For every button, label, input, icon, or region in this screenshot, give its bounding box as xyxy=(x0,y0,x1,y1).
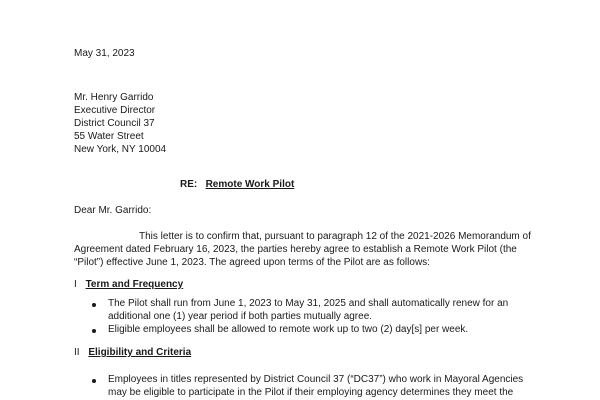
recipient-organization: District Council 37 xyxy=(74,118,155,129)
bullet-icon xyxy=(92,303,96,307)
section-heading xyxy=(74,347,191,359)
section-title: Eligibility and Criteria xyxy=(88,347,192,358)
recipient-title: Executive Director xyxy=(74,105,156,116)
subject-line xyxy=(180,179,294,191)
subject-title: Remote Work Pilot xyxy=(205,179,295,190)
recipient-city: New York, NY 10004 xyxy=(74,144,167,155)
bullet-line: Eligible employees shall be allowed to remote work up to two (2) day[s] per week. xyxy=(108,324,469,335)
recipient-name: Mr. Henry Garrido xyxy=(74,92,154,103)
letter-date: May 31, 2023 xyxy=(74,48,135,59)
bullet-line: additional one (1) year period if both parties mutually agree. xyxy=(108,311,373,322)
bullet-line: Employees in titles represented by District Council 37 (“DC37”) who work in Mayoral Agencies xyxy=(108,374,524,385)
salutation: Dear Mr. Garrido: xyxy=(74,205,152,216)
intro-line: “Pilot”) effective June 1, 2023. The agreed upon terms of the Pilot are as follows: xyxy=(74,257,430,268)
section-number: II xyxy=(74,347,80,358)
bullet-icon xyxy=(92,329,96,333)
recipient-street: 55 Water Street xyxy=(74,131,144,142)
bullet-line: The Pilot shall run from June 1, 2023 to May 31, 2025 and shall automatically renew for an xyxy=(108,298,509,309)
intro-line: Agreement dated February 16, 2023, the parties hereby agree to establish a Remote Work Pilot (the xyxy=(74,244,517,255)
section-number: I xyxy=(74,279,77,290)
subject-label: RE: xyxy=(180,179,198,190)
bullet-line: may be eligible to participate in the Pilot if their employing agency determines they meet the xyxy=(108,387,514,398)
intro-line: This letter is to confirm that, pursuant to paragraph 12 of the 2021-2026 Memorandum of xyxy=(139,231,531,242)
section-title: Term and Frequency xyxy=(85,279,184,290)
section-heading xyxy=(74,279,183,291)
bullet-icon xyxy=(92,379,96,383)
